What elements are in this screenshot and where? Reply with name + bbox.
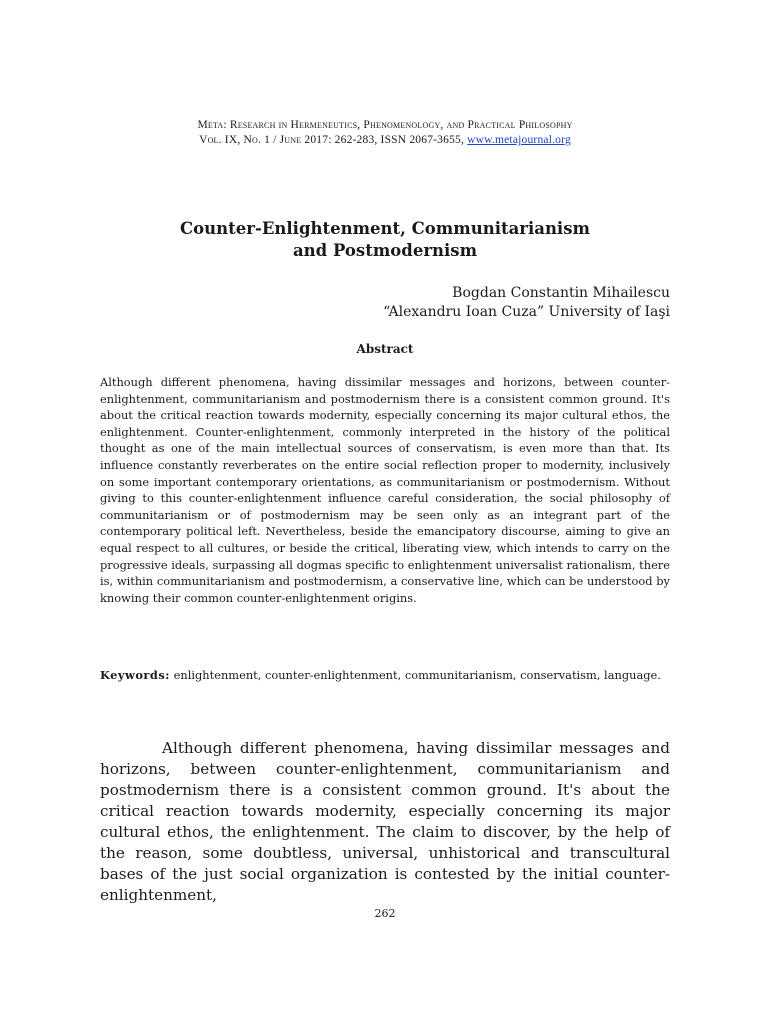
keywords-label: Keywords:	[100, 668, 171, 682]
title-line-2: and Postmodernism	[292, 241, 478, 260]
page-number: 262	[374, 907, 396, 920]
journal-issue-info: Vol. IX, No. 1 / June 2017: 262-283, ISSN 2067-3655,	[199, 134, 468, 146]
author-affiliation: “Alexandru Ioan Cuza” University of Iaşi	[383, 304, 670, 320]
journal-url-link[interactable]: www.metajournal.org	[467, 134, 571, 146]
keywords	[100, 667, 670, 684]
abstract-text: Although different phenomena, having dissimilar messages and horizons, between counter-enlightenment, communitarianism and postmodernism there is a consistent common ground. It's about the critical reaction towards modernity, especially concerning its major cultural ethos, the enlightenment. Counter-enlightenment, commonly interpreted in the history of the political thought as one of the main intellectual sources of conservatism, is even more than that. Its influence constantly reverberates on the entire social reflection proper to modernity, inclusively on some important contemporary orientations, as communitarianism or postmodernism. Without giving to this counter-enlightenment influence careful consideration, the social philosophy of communitarianism or of postmodernism may be seen only as an integrant part of the contemporary political left. Nevertheless, beside the emancipatory discourse, aiming to give an equal respect to all cultures, or beside the critical, liberating view, which intends to carry on the progressive ideals, surpassing all dogmas specific to enlightenment universalist rationalism, there is, within communitarianism and postmodernism, a conservative line, which can be understood by knowing their common counter-enlightenment origins.	[100, 375, 670, 605]
abstract-heading: Abstract	[356, 342, 414, 356]
journal-issue	[0, 133, 770, 148]
journal-name: Meta: Research in Hermeneutics, Phenomenology, and Practical Philosophy	[197, 119, 573, 131]
keywords-list: enlightenment, counter-enlightenment, communitarianism, conservatism, language.	[170, 668, 661, 682]
body-paragraph: Although different phenomena, having dissimilar messages and horizons, between counter-enlightenment, communitarianism and postmodernism there is a consistent common ground. It's about the critical reaction towards modernity, especially concerning its major cultural ethos, the enlightenment. The claim to discover, by the help of the reason, some doubtless, universal, unhistorical and transcultural bases of the just social organization is contested by the initial counter-enlightenment,	[100, 739, 670, 904]
title-line-1: Counter-Enlightenment, Communitarianism	[180, 219, 590, 238]
journal-header	[0, 118, 770, 148]
author-name: Bogdan Constantin Mihailescu	[452, 285, 670, 301]
article-title	[0, 218, 770, 262]
